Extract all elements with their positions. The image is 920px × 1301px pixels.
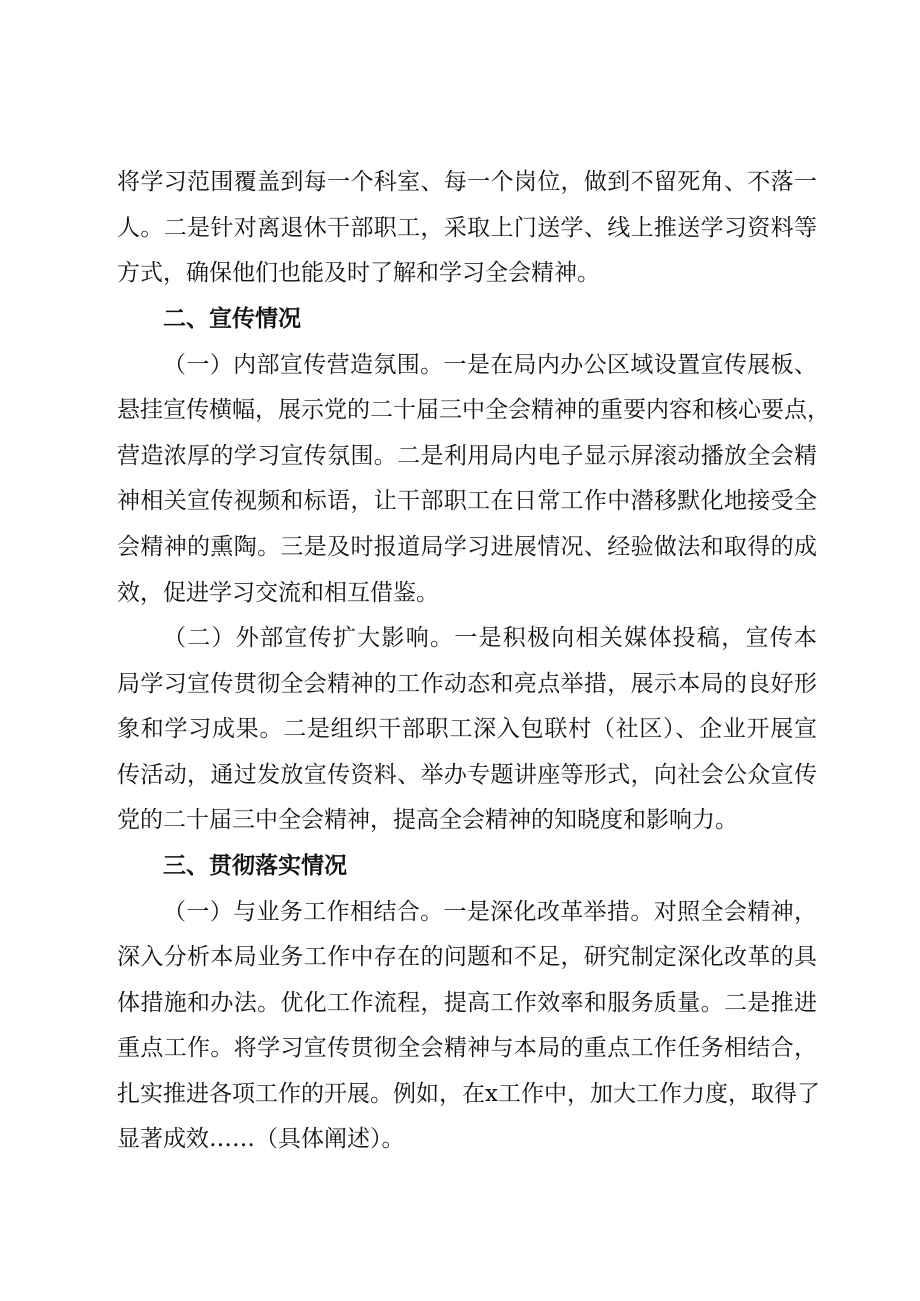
s2-p2-line-5: 党的二十届三中全会精神，提高全会精神的知晓度和影响力。: [117, 807, 738, 833]
section-heading-implementation: 三、贯彻落实情况: [163, 853, 347, 879]
intro-line-1: 将学习范围覆盖到每一个科室、每一个岗位，做到不留死角、不落一: [117, 169, 817, 195]
s3-p1-line-4: 重点工作。将学习宣传贯彻全会精神与本局的重点工作任务相结合，: [117, 1035, 817, 1061]
s2-p2-line-3: 象和学习成果。二是组织干部职工深入包联村（社区）、企业开展宣: [117, 716, 817, 742]
s3-p1-line-3: 体措施和办法。优化工作流程，提高工作效率和服务质量。二是推进: [117, 990, 817, 1016]
s2-p1-line-6: 效，促进学习交流和相互借鉴。: [117, 580, 439, 606]
intro-line-2: 人。二是针对离退休干部职工，采取上门送学、线上推送学习资料等: [117, 215, 817, 241]
s3-p1-line-1: （一）与业务工作相结合。一是深化改革举措。对照全会精神，: [163, 899, 817, 925]
intro-line-3: 方式，确保他们也能及时了解和学习全会精神。: [117, 260, 600, 286]
s3-p1-line-5: 扎实推进各项工作的开展。例如，在x工作中，加大工作力度，取得了: [117, 1081, 820, 1107]
s3-p1-line-2: 深入分析本局业务工作中存在的问题和不足，研究制定深化改革的具: [117, 944, 817, 970]
s2-p2-line-4: 传活动，通过发放宣传资料、举办专题讲座等形式，向社会公众宣传: [117, 762, 817, 788]
s2-p1-line-1: （一）内部宣传营造氛围。一是在局内办公区域设置宣传展板、: [163, 352, 817, 378]
s3-p1-line-6: 显著成效……（具体阐述）。: [117, 1126, 405, 1152]
s2-p1-line-2: 悬挂宣传横幅，展示党的二十届三中全会精神的重要内容和核心要点，: [117, 397, 830, 423]
s2-p2-line-1: （二）外部宣传扩大影响。一是积极向相关媒体投稿，宣传本: [163, 625, 817, 651]
s2-p2-line-2: 局学习宣传贯彻全会精神的工作动态和亮点举措，展示本局的良好形: [117, 671, 817, 697]
s2-p1-line-4: 神相关宣传视频和标语，让干部职工在日常工作中潜移默化地接受全: [117, 488, 817, 514]
s2-p1-line-5: 会精神的熏陶。三是及时报道局学习进展情况、经验做法和取得的成: [117, 534, 817, 560]
s2-p1-line-3: 营造浓厚的学习宣传氛围。二是利用局内电子显示屏滚动播放全会精: [117, 443, 817, 469]
section-heading-publicity: 二、宣传情况: [163, 306, 301, 332]
